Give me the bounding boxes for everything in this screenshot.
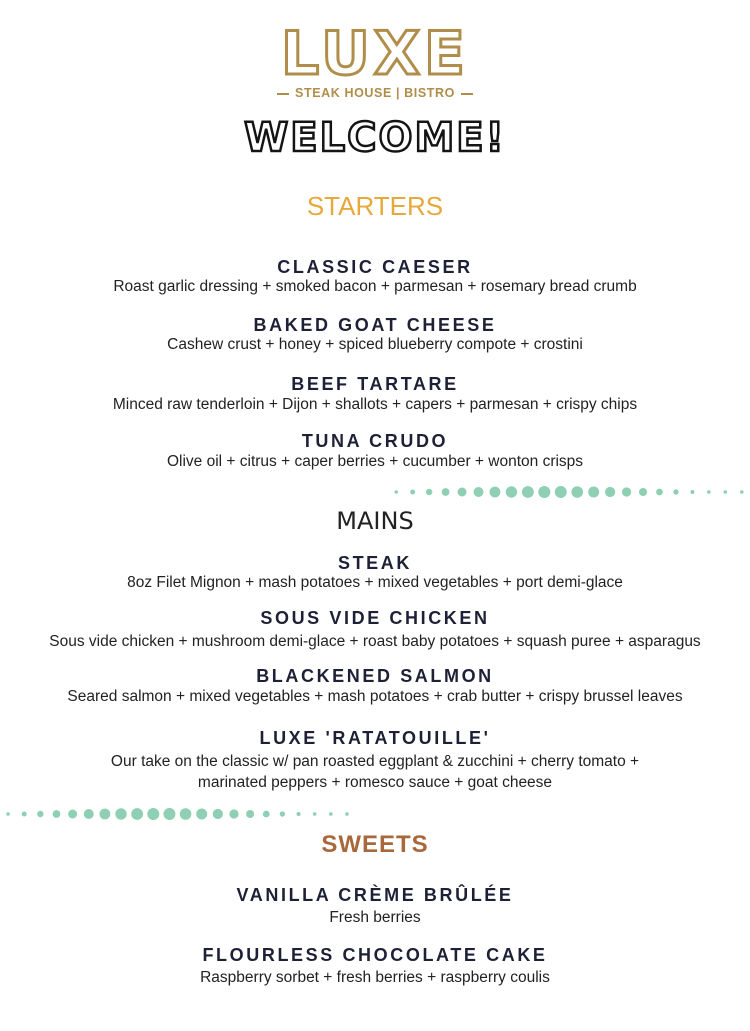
dot-divider: [0, 807, 355, 821]
menu-item-description: Fresh berries: [329, 909, 421, 926]
decorative-dot: [263, 811, 270, 818]
decorative-dot: [394, 490, 398, 494]
menu-item-name: SOUS VIDE CHICKEN: [260, 608, 490, 628]
decorative-dot: [410, 489, 415, 494]
decorative-dot: [196, 809, 207, 820]
decorative-dot: [280, 811, 285, 816]
decorative-dot: [673, 489, 678, 494]
decorative-dot: [506, 486, 517, 497]
menu-item-name: BEEF TARTARE: [291, 374, 459, 394]
decorative-dot: [313, 812, 317, 816]
logo-wordmark: LUXE: [280, 19, 470, 89]
decorative-dot: [458, 488, 467, 497]
mains-title: MAINS: [336, 507, 414, 535]
decorative-dot: [22, 811, 27, 816]
decorative-dot: [588, 487, 599, 498]
menu-item-name: CLASSIC CAESER: [277, 257, 473, 277]
decorative-dot: [571, 486, 583, 498]
sweets-title: SWEETS: [321, 831, 429, 858]
decorative-dot: [622, 487, 631, 496]
decorative-dot: [707, 490, 711, 494]
menu-item-description: Olive oil + citrus + caper berries + cucumber + wonton crisps: [166, 453, 584, 470]
decorative-dot: [329, 812, 333, 816]
menu-item-name: BAKED GOAT CHEESE: [253, 315, 497, 335]
decorative-dot: [656, 489, 663, 496]
decorative-dot: [474, 487, 484, 497]
decorative-dot: [724, 490, 728, 494]
menu-item-description: Minced raw tenderloin + Dijon + shallots + capers + parmesan + crispy chips: [112, 396, 638, 413]
menu-item-name: LUXE 'RATATOUILLE': [259, 728, 491, 748]
decorative-dot: [147, 808, 159, 820]
starters-title: STARTERS: [306, 191, 444, 221]
menu-item-description: marinated peppers + romesco sauce + goat cheese: [197, 774, 553, 791]
decorative-dot: [131, 808, 143, 820]
decorative-dot: [68, 810, 77, 819]
menu-item-name: STEAK: [337, 553, 412, 573]
menu-item-name: TUNA CRUDO: [301, 431, 449, 451]
decorative-dot: [345, 812, 349, 816]
decorative-dot: [246, 810, 254, 818]
decorative-dot: [6, 812, 10, 816]
decorative-dot: [163, 808, 175, 820]
decorative-dot: [84, 809, 94, 819]
decorative-dot: [180, 808, 192, 820]
decorative-dot: [53, 810, 61, 818]
menu-item-name: BLACKENED SALMON: [256, 666, 494, 686]
decorative-dot: [538, 486, 550, 498]
decorative-dot: [229, 809, 238, 818]
decorative-dot: [740, 490, 744, 494]
decorative-dot: [37, 811, 43, 817]
decorative-dot: [522, 486, 534, 498]
menu-item-description: 8oz Filet Mignon + mash potatoes + mixed vegetables + port demi-glace: [127, 574, 623, 591]
decorative-dot: [690, 490, 694, 494]
menu-item-description: Raspberry sorbet + fresh berries + raspberry coulis: [200, 969, 550, 986]
logo-subtitle: [0, 86, 750, 100]
decorative-dot: [115, 808, 126, 819]
menu-item-name: FLOURLESS CHOCOLATE CAKE: [202, 945, 548, 965]
divider: [461, 93, 473, 95]
decorative-dot: [213, 809, 223, 819]
decorative-dot: [605, 487, 615, 497]
menu-item-description: Our take on the classic w/ pan roasted eggplant & zucchini + cherry tomato +: [110, 753, 640, 770]
decorative-dot: [442, 488, 450, 496]
decorative-dot: [490, 487, 501, 498]
logo-subtitle-text: STEAK HOUSE | BISTRO: [295, 86, 455, 100]
decorative-dot: [426, 489, 432, 495]
menu-item-description: Cashew crust + honey + spiced blueberry compote + crostini: [167, 336, 583, 353]
menu-item-name: VANILLA CRÈME BRÛLÉE: [236, 885, 514, 905]
menu-item-description: Roast garlic dressing + smoked bacon + parmesan + rosemary bread crumb: [113, 278, 637, 295]
menu-item-description: Seared salmon + mixed vegetables + mash potatoes + crab butter + crispy brussel leaves: [67, 688, 683, 705]
welcome-heading: WELCOME!: [244, 115, 506, 161]
dot-divider: [388, 485, 750, 499]
decorative-dot: [99, 809, 110, 820]
decorative-dot: [555, 486, 567, 498]
decorative-dot: [297, 812, 301, 816]
menu-item-description: Sous vide chicken + mushroom demi-glace + roast baby potatoes + squash puree + asparagus: [49, 633, 701, 650]
decorative-dot: [639, 488, 647, 496]
divider: [277, 93, 289, 95]
